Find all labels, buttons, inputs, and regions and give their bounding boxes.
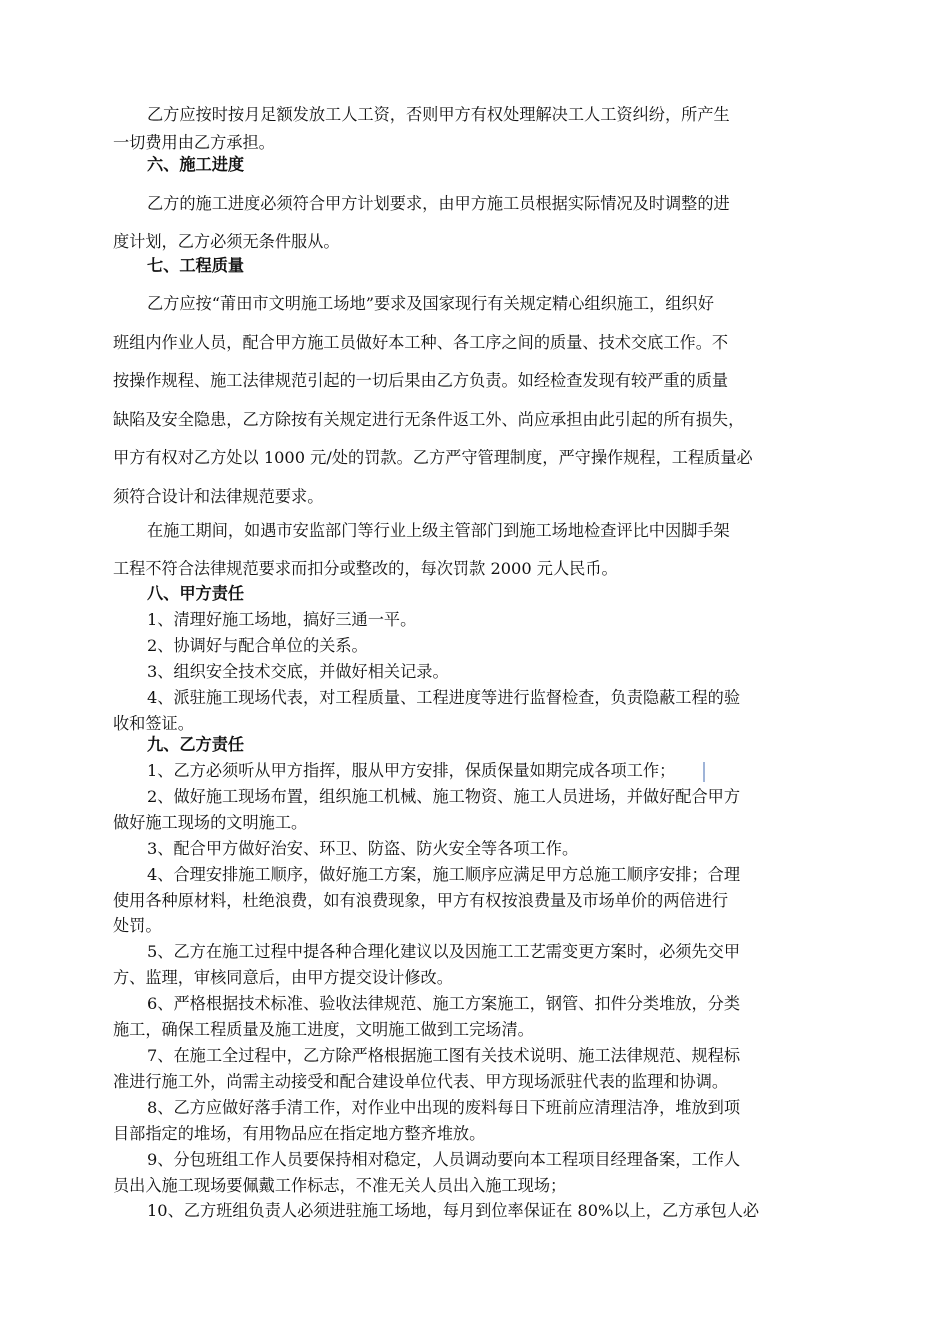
heading-construction-progress: 六、施工进度 xyxy=(147,155,245,174)
paragraph-progress xyxy=(113,185,863,261)
paragraph-wage xyxy=(113,101,863,157)
list-item-continuation: 准进行施工外，尚需主动接受和配合建设单位代表、甲方现场派驻代表的监理和协调。 xyxy=(113,1071,729,1091)
text-cursor xyxy=(703,762,705,782)
paragraph-inspection xyxy=(113,512,863,588)
text-line: 须符合设计和法律规范要求。 xyxy=(113,486,324,506)
text-line: 在施工期间，如遇市安监部门等行业上级主管部门到施工场地检查评比中因脚手架 xyxy=(147,521,730,540)
list-item: 9、分包班组工作人员要保持相对稳定，人员调动要向本工程项目经理备案，工作人 xyxy=(147,1149,741,1169)
text-line: 一切费用由乙方承担。 xyxy=(113,133,275,152)
text-line: 度计划，乙方必须无条件服从。 xyxy=(113,232,340,251)
list-item: 10、乙方班组负责人必须进驻施工场地，每月到位率保证在 80%以上，乙方承包人必 xyxy=(147,1201,760,1221)
text-line: 工程不符合法律规范要求而扣分或整改的，每次罚款 2000 元人民币。 xyxy=(113,559,618,578)
text-line: 甲方有权对乙方处以 1000 元/处的罚款。乙方严守管理制度，严守操作规程，工程质量必 xyxy=(113,448,753,468)
heading-party-a-responsibilities: 八、甲方责任 xyxy=(147,584,245,603)
text-line: 乙方应按“莆田市文明施工场地”要求及国家现行有关规定精心组织施工，组织好 xyxy=(147,294,714,313)
list-item: 2、做好施工现场布置，组织施工机械、施工物资、施工人员进场，并做好配合甲方 xyxy=(147,786,741,806)
list-item-continuation: 做好施工现场的文明施工。 xyxy=(113,812,308,832)
list-item: 1、清理好施工场地，搞好三通一平。 xyxy=(147,610,417,629)
list-item: 4、派驻施工现场代表，对工程质量、工程进度等进行监督检查，负责隐蔽工程的验 xyxy=(147,688,741,707)
list-item-continuation: 方、监理，审核同意后，由甲方提交设计修改。 xyxy=(113,968,453,988)
list-item: 3、配合甲方做好治安、环卫、防盗、防火安全等各项工作。 xyxy=(147,838,579,858)
text-line: 乙方的施工进度必须符合甲方计划要求，由甲方施工员根据实际情况及时调整的进 xyxy=(147,194,730,213)
text-line: 乙方应按时按月足额发放工人工资，否则甲方有权处理解决工人工资纠纷，所产生 xyxy=(147,105,730,124)
heading-party-b-responsibilities: 九、乙方责任 xyxy=(147,735,245,754)
text-line: 按操作规程、施工法律规范引起的一切后果由乙方负责。如经检查发现有较严重的质量 xyxy=(113,371,729,391)
list-party-b xyxy=(113,758,863,1224)
list-item: 1、乙方必须听从甲方指挥，服从甲方安排，保质保量如期完成各项工作； xyxy=(147,761,676,780)
list-item: 8、乙方应做好落手清工作，对作业中出现的废料每日下班前应清理洁净，堆放到项 xyxy=(147,1097,741,1117)
list-party-a xyxy=(113,607,863,737)
text-line: 班组内作业人员，配合甲方施工员做好本工种、各工序之间的质量、技术交底工作。不 xyxy=(113,332,729,352)
list-item: 2、协调好与配合单位的关系。 xyxy=(147,636,368,655)
list-item-continuation: 施工，确保工程质量及施工进度，文明施工做到工完场清。 xyxy=(113,1020,534,1040)
text-line: 缺陷及安全隐患，乙方除按有关规定进行无条件返工外、尚应承担由此引起的所有损失， xyxy=(113,409,745,429)
heading-engineering-quality: 七、工程质量 xyxy=(147,256,245,275)
list-item-continuation: 使用各种原材料，杜绝浪费，如有浪费现象，甲方有权按浪费量及市场单价的两倍进行 xyxy=(113,890,729,910)
list-item: 4、合理安排施工顺序，做好施工方案，施工顺序应满足甲方总施工顺序安排；合理 xyxy=(147,864,741,884)
list-item-continuation: 目部指定的堆场，有用物品应在指定地方整齐堆放。 xyxy=(113,1123,486,1143)
paragraph-quality xyxy=(113,285,863,517)
list-item: 3、组织安全技术交底，并做好相关记录。 xyxy=(147,662,449,681)
list-item: 6、严格根据技术标准、验收法律规范、施工方案施工，钢管、扣件分类堆放，分类 xyxy=(147,994,741,1014)
list-item: 7、在施工全过程中，乙方除严格根据施工图有关技术说明、施工法律规范、规程标 xyxy=(147,1045,741,1065)
list-item-continuation: 处罚。 xyxy=(113,916,162,936)
list-item-continuation: 收和签证。 xyxy=(113,714,194,733)
list-item-continuation: 员出入施工现场要佩戴工作标志，不准无关人员出入施工现场； xyxy=(113,1175,567,1195)
list-item: 5、乙方在施工过程中提各种合理化建议以及因施工工艺需变更方案时，必须先交甲 xyxy=(147,942,741,962)
